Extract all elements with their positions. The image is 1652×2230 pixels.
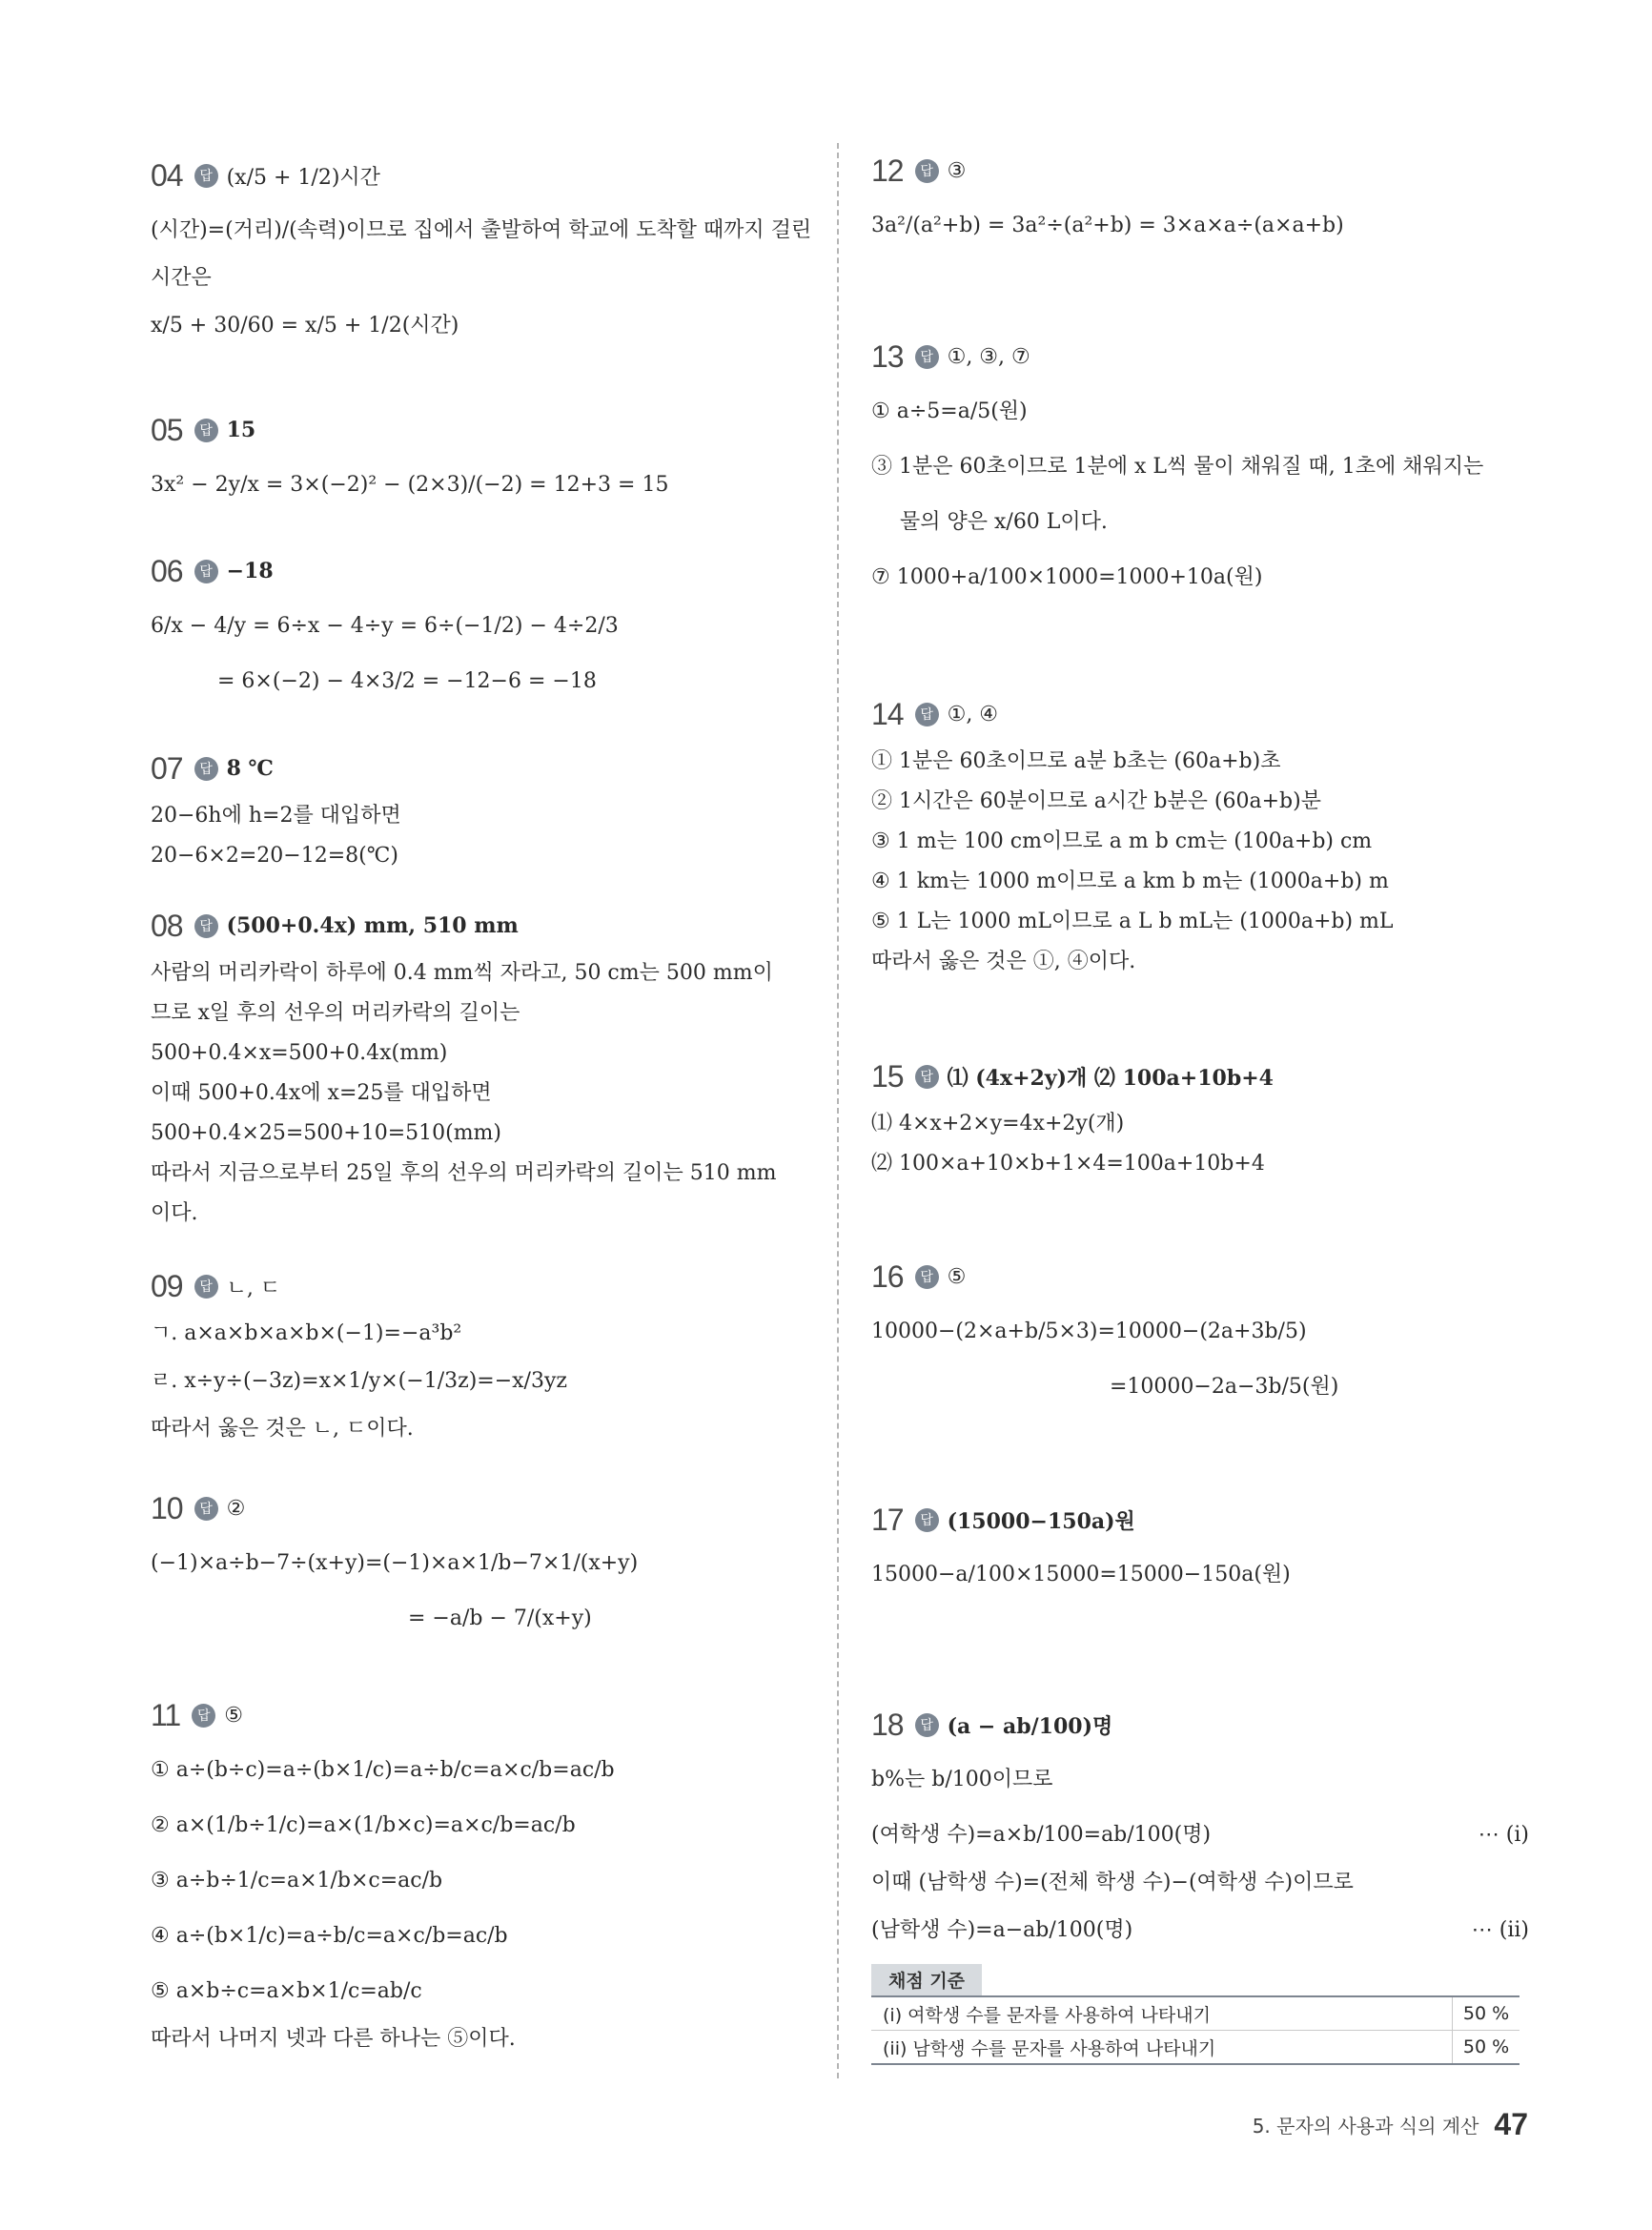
answer-badge: 답 xyxy=(194,560,218,583)
problem-number: 13 xyxy=(871,338,904,374)
solution-line: 시간은 xyxy=(151,266,212,290)
problem-number: 04 xyxy=(151,157,183,193)
solution-line: b%는 b/100이므로 xyxy=(871,1768,1053,1791)
rubric-score: 50 % xyxy=(1462,2036,1510,2057)
problem-18 xyxy=(871,1697,1529,2065)
answer: (15000−150a)원 xyxy=(947,1508,1135,1534)
solution-line: ⑤ 1 L는 1000 mL이므로 a L b mL는 (1000a+b) mL xyxy=(871,910,1394,933)
problem-number: 17 xyxy=(871,1502,904,1537)
problem-16 xyxy=(871,1249,1529,1415)
solution-line: x/5 + 30/60 = x/5 + 1/2(시간) xyxy=(151,314,459,338)
problem-number: 07 xyxy=(151,750,183,786)
answer-badge: 답 xyxy=(915,345,939,369)
answer: ⑤ xyxy=(947,1264,967,1289)
solution-line: ④ a÷(b×1/c)=a÷b/c=a×c/b=ac/b xyxy=(151,1924,508,1948)
problem-06 xyxy=(151,543,808,709)
rubric-table xyxy=(871,1995,1519,2065)
solution-line: ① a÷(b÷c)=a÷(b×1/c)=a÷b/c=a×c/b=ac/b xyxy=(151,1758,615,1782)
answer: ①, ④ xyxy=(947,702,999,726)
answer: 15 xyxy=(226,418,256,442)
problem-12 xyxy=(871,143,1529,254)
problem-13 xyxy=(871,329,1529,605)
problem-15 xyxy=(871,1049,1529,1184)
rubric-score: 50 % xyxy=(1462,2003,1510,2024)
solution-line: 20−6×2=20−12=8(℃) xyxy=(151,844,398,868)
page-number: 47 xyxy=(1494,2107,1528,2141)
rubric-criterion: (ii) 남학생 수를 문자를 사용하여 나타내기 xyxy=(871,2031,1453,2063)
answer: ⑤ xyxy=(224,1703,243,1728)
solution-line: 10000−(2×a+b/5×3)=10000−(2a+3b/5) xyxy=(871,1320,1307,1343)
solution-line: 따라서 나머지 넷과 다른 하나는 ⑤이다. xyxy=(151,2027,516,2051)
solution-line: 이때 (남학생 수)=(전체 학생 수)−(여학생 수)이므로 xyxy=(871,1871,1354,1894)
solution-line: 따라서 지금으로부터 25일 후의 선우의 머리카락의 길이는 510 mm xyxy=(151,1161,777,1185)
solution-line: 므로 x일 후의 선우의 머리카락의 길이는 xyxy=(151,1001,520,1025)
solution-line: =10000−2a−3b/5(원) xyxy=(1110,1375,1339,1399)
solution-line: = 6×(−2) − 4×3/2 = −12−6 = −18 xyxy=(217,669,597,693)
rubric-title: 채점 기준 xyxy=(871,1964,982,1995)
problem-number: 05 xyxy=(151,412,183,447)
solution-line: ② a×(1/b÷1/c)=a×(1/b×c)=a×c/b=ac/b xyxy=(151,1813,576,1837)
scoring-rubric xyxy=(871,1964,1519,2065)
answer-badge: 답 xyxy=(194,914,218,938)
problem-05 xyxy=(151,402,808,513)
answer-badge: 답 xyxy=(194,1497,218,1521)
solution-line: 이다. xyxy=(151,1201,198,1225)
answer: ③ xyxy=(947,158,967,183)
answer-badge: 답 xyxy=(194,419,218,442)
solution-line: ① 1분은 60초이므로 a분 b초는 (60a+b)초 xyxy=(871,749,1281,773)
problem-number: 14 xyxy=(871,696,904,731)
solution-line: 3a²/(a²+b) = 3a²÷(a²+b) = 3×a×a÷(a×a+b) xyxy=(871,214,1344,237)
column-divider xyxy=(837,143,839,2078)
answer: ⑴ (4x+2y)개 ⑵ 100a+10b+4 xyxy=(947,1065,1274,1091)
answer-badge: 답 xyxy=(194,757,218,781)
table-row xyxy=(871,1997,1519,2031)
answer-badge: 답 xyxy=(915,1508,939,1532)
problem-04 xyxy=(151,148,812,354)
answer: ② xyxy=(226,1496,246,1521)
solution-line: ② 1시간은 60분이므로 a시간 b분은 (60a+b)분 xyxy=(871,789,1321,813)
table-row xyxy=(871,2031,1519,2063)
answer-badge: 답 xyxy=(194,164,218,188)
answer-badge: 답 xyxy=(915,1065,939,1089)
solution-line: ③ a÷b÷1/c=a×1/b×c=ac/b xyxy=(151,1869,443,1892)
solution-line: 500+0.4×x=500+0.4x(mm) xyxy=(151,1041,448,1065)
solution-line: (−1)×a÷b−7÷(x+y)=(−1)×a×1/b−7×1/(x+y) xyxy=(151,1551,639,1575)
solution-line: (여학생 수)=a×b/100=ab/100(명) ⋯ (i) xyxy=(871,1808,1529,1863)
problem-09 xyxy=(151,1258,808,1449)
problem-08 xyxy=(151,898,808,1234)
answer-badge: 답 xyxy=(915,1713,939,1737)
problem-11 xyxy=(151,1688,808,2059)
solution-line: = −a/b − 7/(x+y) xyxy=(408,1606,592,1630)
step-tag: ⋯ (ii) xyxy=(1471,1918,1529,1942)
problem-10 xyxy=(151,1481,808,1647)
solution-line: ⑤ a×b÷c=a×b×1/c=ab/c xyxy=(151,1979,422,2003)
solution-line: (시간)=(거리)/(속력)이므로 집에서 출발하여 학교에 도착할 때까지 걸린 xyxy=(151,218,812,242)
solution-line: 사람의 머리카락이 하루에 0.4 mm씩 자라고, 50 cm는 500 mm이 xyxy=(151,961,773,985)
solution-line: 따라서 옳은 것은 ㄴ, ㄷ이다. xyxy=(151,1417,414,1441)
page-footer xyxy=(1253,2107,1528,2142)
answer: ㄴ, ㄷ xyxy=(226,1276,281,1300)
solution-line: ⑵ 100×a+10×b+1×4=100a+10b+4 xyxy=(871,1152,1265,1176)
solution-line: ㄹ. x÷y÷(−3z)=x×1/y×(−1/3z)=−x/3yz xyxy=(151,1369,567,1393)
solution-line: ③ 1분은 60초이므로 1분에 x L씩 물이 채워질 때, 1초에 채워지는 xyxy=(871,455,1484,479)
answer: (a − ab/100)명 xyxy=(947,1713,1113,1739)
answer: (500+0.4x) mm, 510 mm xyxy=(226,913,519,938)
answer-badge: 답 xyxy=(192,1704,215,1728)
problem-number: 10 xyxy=(151,1490,183,1525)
solution-line: 이때 500+0.4x에 x=25를 대입하면 xyxy=(151,1081,492,1105)
solution-line: ① a÷5=a/5(원) xyxy=(871,399,1028,423)
problem-number: 09 xyxy=(151,1268,183,1303)
solution-line: 15000−a/100×15000=15000−150a(원) xyxy=(871,1563,1291,1586)
answer-badge: 답 xyxy=(194,1275,218,1299)
chapter-title: 5. 문자의 사용과 식의 계산 xyxy=(1252,2115,1479,2138)
solution-line: (남학생 수)=a−ab/100(명) ⋯ (ii) xyxy=(871,1903,1529,1958)
solution-line: 3x² − 2y/x = 3×(−2)² − (2×3)/(−2) = 12+3 = 15 xyxy=(151,473,669,497)
problem-number: 08 xyxy=(151,908,183,943)
answer-badge: 답 xyxy=(915,159,939,183)
problem-17 xyxy=(871,1492,1529,1603)
step-tag: ⋯ (i) xyxy=(1478,1823,1529,1847)
solution-line: 20−6h에 h=2를 대입하면 xyxy=(151,804,401,828)
solution-line: 물의 양은 x/60 L이다. xyxy=(900,510,1108,534)
solution-line: ㄱ. a×a×b×a×b×(−1)=−a³b² xyxy=(151,1321,462,1345)
answer: ①, ③, ⑦ xyxy=(947,344,1030,369)
problem-number: 11 xyxy=(151,1697,181,1732)
answer: (x/5 + 1/2)시간 xyxy=(226,165,380,190)
problem-number: 15 xyxy=(871,1058,904,1094)
answer-badge: 답 xyxy=(915,703,939,726)
solution-line: ⑦ 1000+a/100×1000=1000+10a(원) xyxy=(871,565,1263,589)
solution-line: 6/x − 4/y = 6÷x − 4÷y = 6÷(−1/2) − 4÷2/3 xyxy=(151,614,619,638)
answer-badge: 답 xyxy=(915,1265,939,1289)
problem-number: 18 xyxy=(871,1707,904,1742)
solution-line: ③ 1 m는 100 cm이므로 a m b cm는 (100a+b) cm xyxy=(871,829,1373,853)
problem-14 xyxy=(871,686,1529,982)
problem-number: 16 xyxy=(871,1258,904,1294)
problem-07 xyxy=(151,741,808,876)
solution-line: 따라서 옳은 것은 ①, ④이다. xyxy=(871,950,1136,973)
problem-number: 12 xyxy=(871,153,904,188)
solution-line: ④ 1 km는 1000 m이므로 a km b m는 (1000a+b) m xyxy=(871,869,1389,893)
solution-line: 500+0.4×25=500+10=510(mm) xyxy=(151,1121,502,1145)
answer: −18 xyxy=(226,559,274,583)
problem-number: 06 xyxy=(151,553,183,588)
solution-line: ⑴ 4×x+2×y=4x+2y(개) xyxy=(871,1112,1125,1135)
rubric-criterion: (i) 여학생 수를 문자를 사용하여 나타내기 xyxy=(871,1997,1453,2030)
answer: 8 ℃ xyxy=(226,756,274,781)
